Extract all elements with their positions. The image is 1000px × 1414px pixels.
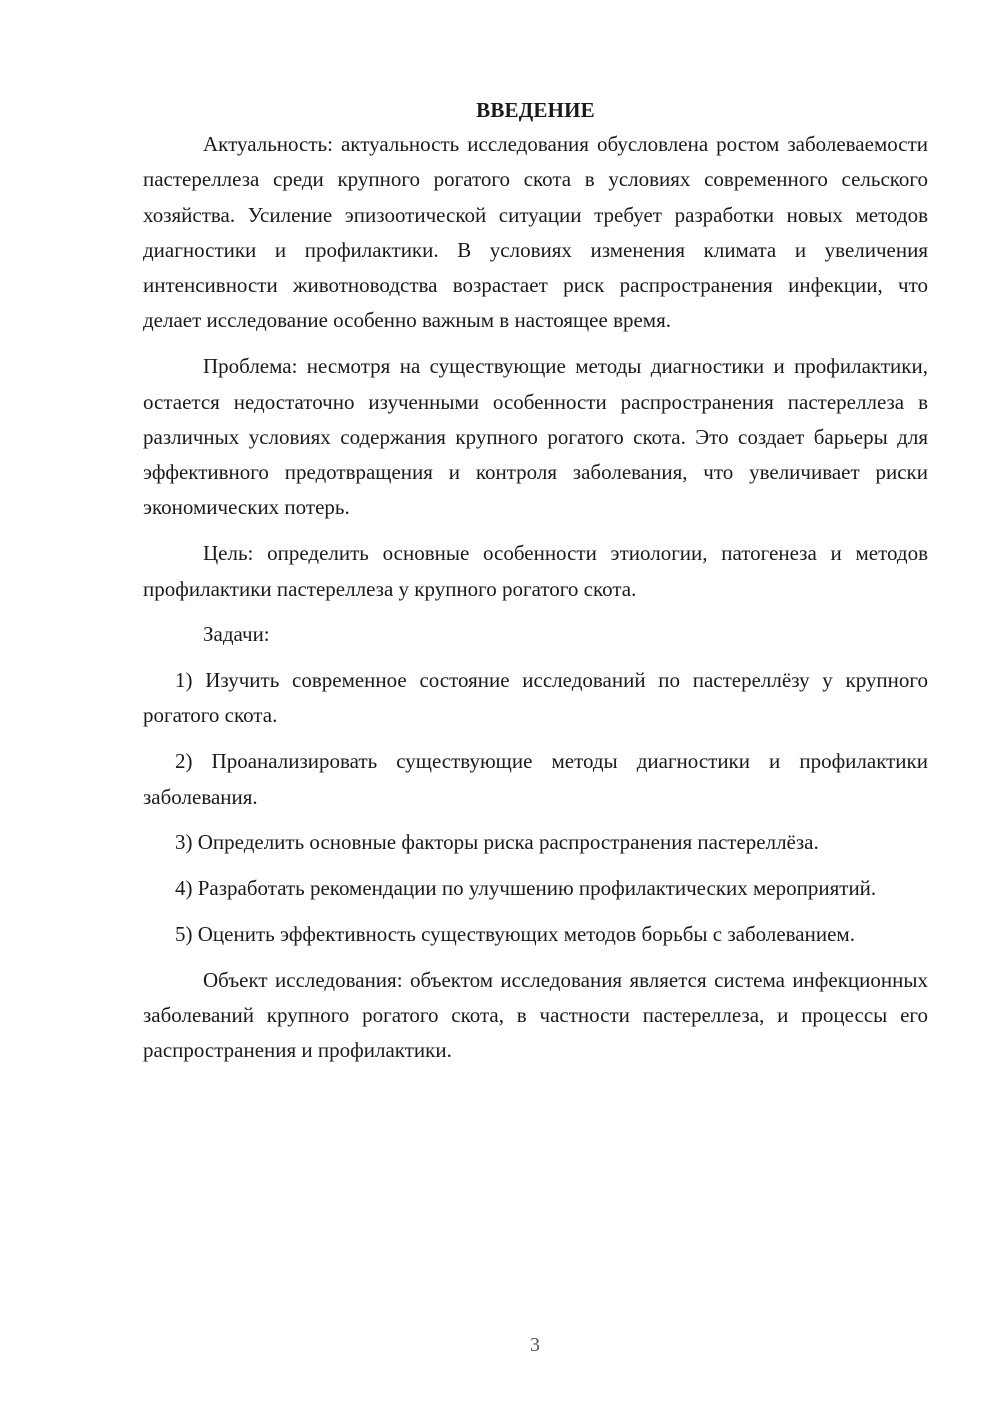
task-text: Изучить современное состояние исследований по пастереллёзу у крупного рогатого скота. — [143, 668, 928, 728]
goal-paragraph: Цель: определить основные особенности этиологии, патогенеза и методов профилактики пастереллеза у крупного рогатого скота. — [143, 541, 928, 601]
task-text: Разработать рекомендации по улучшению профилактических мероприятий. — [197, 876, 877, 901]
page-title: ВВЕДЕНИЕ — [476, 98, 595, 122]
tasks-heading: Задачи: — [203, 622, 270, 647]
task-text: Проанализировать существующие методы диагностики и профилактики заболевания. — [143, 749, 928, 809]
task-number: 2) — [175, 749, 193, 774]
task-text: Оценить эффективность существующих методов борьбы с заболеванием. — [197, 921, 855, 946]
object-paragraph: Объект исследования: объектом исследования является система инфекционных заболеваний крупного рогатого скота, в частности пастереллеза, и процессы его распространения и профилактики. — [143, 967, 928, 1063]
task-number: 3) — [175, 830, 193, 855]
problem-paragraph: Проблема: несмотря на существующие методы диагностики и профилактики, остается недостаточно изученными особенности распространения пастереллеза в различных условиях содержания крупного рогатого скота. Это создает барьеры для эффективного предотвращения и контроля заболевания, что увеличивает риски экономических потерь. — [143, 354, 928, 520]
relevance-paragraph: Актуальность: актуальность исследования обусловлена ростом заболеваемости пастереллеза среди крупного рогатого скота в условиях современного сельского хозяйства. Усиление эпизоотической ситуации требует разработки новых методов диагностики и профилактики. В условиях изменения климата и увеличения интенсивности животноводства возрастает риск распространения инфекции, что делает исследование особенно важным в настоящее время. — [143, 132, 928, 333]
task-item-5 — [143, 917, 928, 952]
document-page — [143, 95, 928, 1079]
task-item-2 — [143, 744, 928, 815]
task-number: 5) — [175, 921, 193, 946]
task-item-3 — [143, 825, 928, 860]
task-item-4 — [143, 871, 928, 906]
task-number: 1) — [175, 668, 193, 693]
task-item-1 — [143, 663, 928, 734]
task-text: Определить основные факторы риска распространения пастереллёза. — [197, 830, 819, 855]
task-number: 4) — [175, 876, 193, 901]
page-number: 3 — [530, 1334, 540, 1356]
